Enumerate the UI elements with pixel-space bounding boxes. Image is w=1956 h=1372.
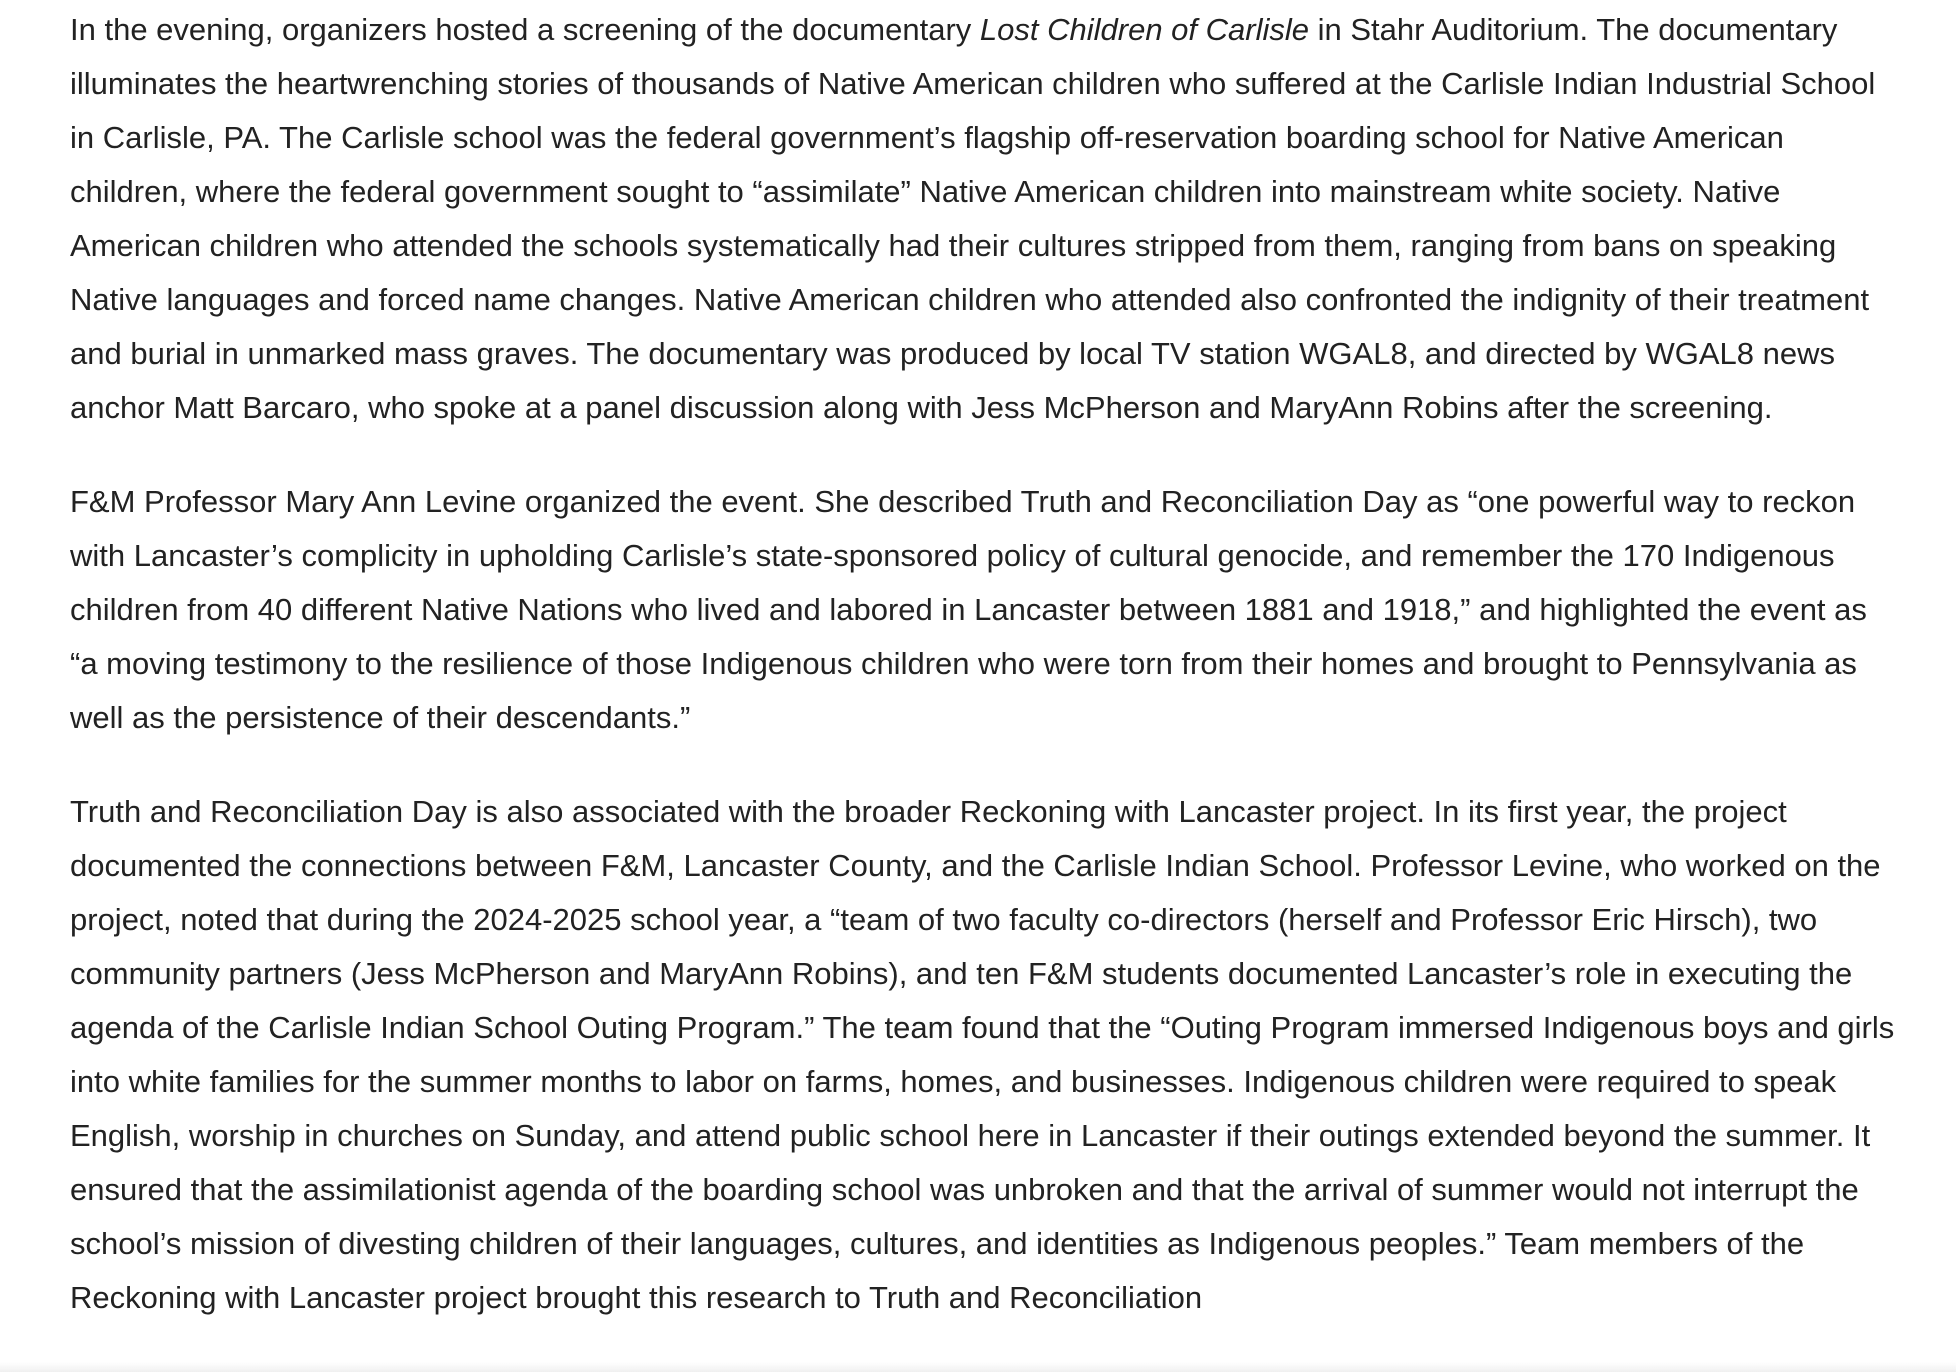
paragraph-organizer-quote: F&M Professor Mary Ann Levine organized the event. She described Truth and Reconciliation Day as “one powerful way to reckon with Lancaster’s complicity in upholding Carlisle’s state-sponsored policy of cultural genocide, and remember the 170 Indigenous children from 40 different Native Nations who lived and labored in Lancaster between 1881 and 1918,” and highlighted the event as “a moving testimony to the resilience of those Indigenous children who were torn from their homes and brought to Pennsylvania as well as the persistence of their descendants.”	[70, 484, 1867, 735]
paragraph-screening	[70, 3, 1900, 435]
paragraph-reckoning-project: Truth and Reconciliation Day is also associated with the broader Reckoning with Lancaster project. In its first year, the project documented the connections between F&M, Lancaster County, and the Carlisle Indian School. Professor Levine, who worked on the project, noted that during the 2024-2025 school year, a “team of two faculty co-directors (herself and Professor Eric Hirsch), two community partners (Jess McPherson and MaryAnn Robins), and ten F&M students documented Lancaster’s role in executing the agenda of the Carlisle Indian School Outing Program.” The team found that the “Outing Program immersed Indigenous boys and girls into white families for the summer months to labor on farms, homes, and businesses. Indigenous children were required to speak English, worship in churches on Sunday, and attend public school here in Lancaster if their outings extended beyond the summer. It ensured that the assimilationist agenda of the boarding school was unbroken and that the arrival of summer would not interrupt the school’s mission of divesting children of their languages, cultures, and identities as Indigenous peoples.” Team members of the Reckoning with Lancaster project brought this research to Truth and Reconciliation	[70, 794, 1895, 1315]
documentary-title: Lost Children of Carlisle	[979, 12, 1309, 47]
bottom-fade	[0, 1362, 1956, 1372]
paragraph-screening-intro: In the evening, organizers hosted a screening of the documentary	[70, 12, 980, 47]
article-body	[70, 3, 1900, 1365]
paragraph-screening-body: in Stahr Auditorium. The documentary illuminates the heartwrenching stories of thousands of Native American children who suffered at the Carlisle Indian Industrial School in Carlisle, PA. The Carlisle school was the federal government’s flagship off-reservation boarding school for Native American children, where the federal government sought to “assimilate” Native American children into mainstream white society. Native American children who attended the schools systematically had their cultures stripped from them, ranging from bans on speaking Native languages and forced name changes. Native American children who attended also confronted the indignity of their treatment and burial in unmarked mass graves. The documentary was produced by local TV station WGAL8, and directed by WGAL8 news anchor Matt Barcaro, who spoke at a panel discussion along with Jess McPherson and MaryAnn Robins after the screening.	[70, 12, 1876, 425]
